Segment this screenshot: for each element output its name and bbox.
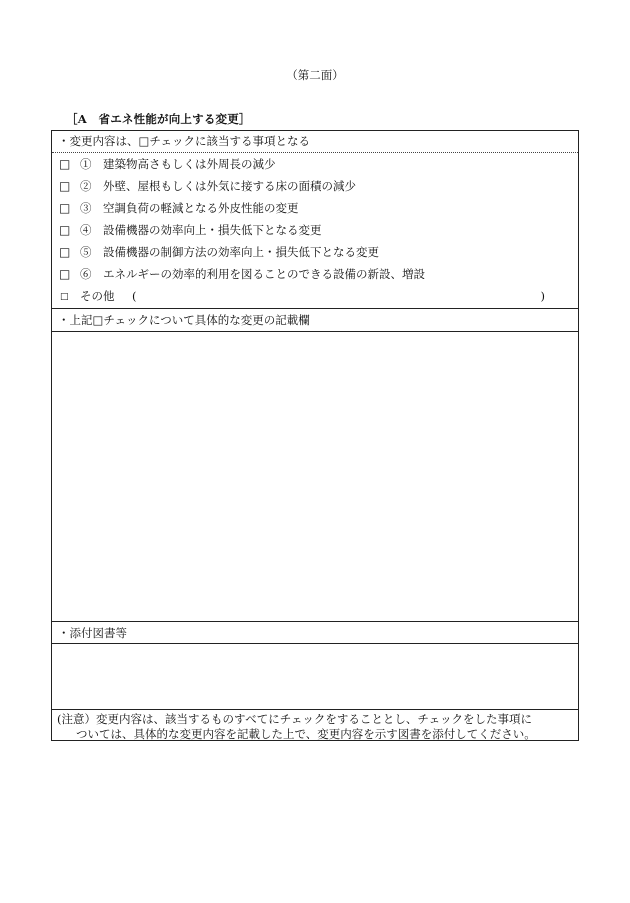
check-item-envelope-performance[interactable] (52, 197, 578, 219)
check-item-label: ⑥ エネルギーの効率的利用を図ることのできる設備の新設、増設 (80, 267, 425, 281)
note-line: (注意）変更内容は、該当するものすべてにチェックをすることとし、チェックをした事項に (57, 712, 533, 726)
note-line: ついては、具体的な変更内容を記載した上で、変更内容を示す図書を添付してください。 (76, 726, 536, 741)
checkbox[interactable]: □ (59, 245, 71, 259)
attachments-entry-area[interactable] (52, 644, 578, 710)
check-item-label: ③ 空調負荷の軽減となる外皮性能の変更 (80, 201, 299, 215)
change-form (51, 130, 579, 741)
changes-header: ・変更内容は、□チェックに該当する事項となる (52, 131, 578, 153)
checkbox[interactable]: □ (59, 201, 71, 215)
check-item-control-method[interactable] (52, 241, 578, 263)
page-label: （第二面） (286, 68, 344, 82)
other-paren-open: ( (132, 289, 137, 303)
check-item-new-equipment[interactable] (52, 263, 578, 285)
check-item-label: ① 建築物高さもしくは外周長の減少 (80, 157, 276, 171)
check-item-other[interactable] (52, 285, 578, 307)
check-item-label: ② 外壁、屋根もしくは外気に接する床の面積の減少 (80, 179, 356, 193)
detail-entry-area[interactable] (52, 332, 578, 622)
check-item-label: ④ 設備機器の効率向上・損失低下となる変更 (80, 223, 322, 237)
checkbox[interactable]: □ (59, 157, 71, 171)
checkbox[interactable]: □ (60, 292, 69, 302)
check-item-envelope-area[interactable] (52, 175, 578, 197)
checkbox[interactable]: □ (59, 223, 71, 237)
attachments-header: ・添付図書等 (52, 622, 578, 644)
check-item-equipment-efficiency[interactable] (52, 219, 578, 241)
detail-header: ・上記□チェックについて具体的な変更の記載欄 (52, 309, 578, 332)
check-item-label: ⑤ 設備機器の制御方法の効率向上・損失低下となる変更 (80, 245, 379, 259)
check-item-label: その他 (80, 289, 115, 303)
check-list (52, 153, 578, 309)
checkbox[interactable]: □ (59, 179, 71, 193)
other-paren-close: ) (540, 289, 545, 303)
section-heading: ［A 省エネ性能が向上する変更］ (66, 112, 251, 126)
note (52, 710, 578, 741)
check-item-height-perimeter[interactable] (52, 153, 578, 175)
checkbox[interactable]: □ (59, 267, 71, 281)
